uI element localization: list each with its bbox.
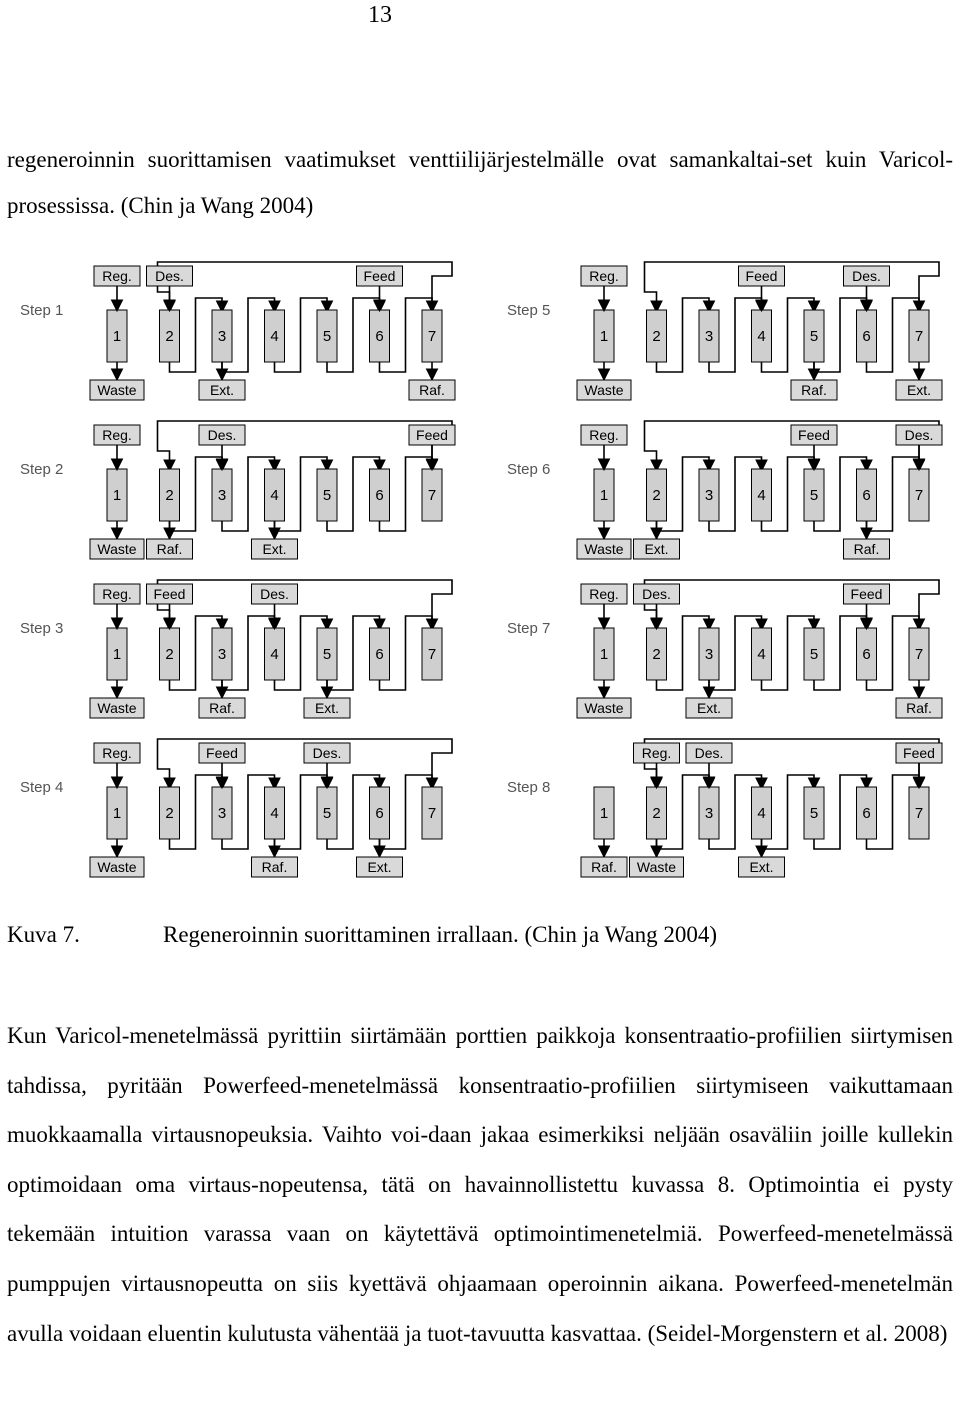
process-steps-figure — [0, 258, 960, 888]
column-number: 6 — [862, 328, 871, 345]
column-number: 1 — [599, 328, 609, 345]
recycle-line — [158, 580, 453, 628]
column-number: 2 — [165, 487, 174, 504]
inlet-port-label: Feed — [206, 745, 238, 761]
column-number: 5 — [809, 328, 819, 345]
inlet-port-label: Reg. — [641, 745, 672, 761]
column-number: 6 — [375, 328, 384, 345]
outlet-port-label: Raf. — [209, 700, 235, 716]
inlet-port-label: Feed — [363, 268, 396, 284]
column-number: 2 — [652, 487, 661, 504]
column-number: 4 — [757, 646, 766, 663]
process-steps-diagram — [0, 258, 960, 888]
column-number: 2 — [165, 328, 174, 345]
column-number: 7 — [427, 646, 437, 663]
outlet-port-label: Ext. — [262, 541, 287, 557]
intro-paragraph: regeneroinnin suorittamisen vaatimukset venttiilijärjestelmälle ovat samankaltai-set kuin Varicol-prosessissa. (Chin ja Wang 2004) — [7, 147, 953, 218]
column-number: 3 — [704, 487, 714, 504]
inlet-port-label: Des. — [642, 586, 671, 602]
step-label: Step 3 — [20, 620, 64, 637]
outlet-port-label: Waste — [97, 700, 137, 716]
body-paragraph: Kun Varicol-menetelmässä pyrittiin siirtämään porttien paikkoja konsentraatio-profiilien siirtymisen tahdissa, pyritään Powerfeed-menetelmässä konsentraatio-profiilien siirtymiseen vaikuttamaan muokkaamalla virtausnopeuksia. Vaihto voi-daan jakaa esimerkiksi neljään osaväliin joille kullekin optimoidaan oma virtaus-nopeutensa, tätä on havainnollistettu kuvassa 8. Optimointia ei pysty tekemään intuition varassa vaan on käytettävä optimointimenetelmiä. Powerfeed-menetelmässä pumppujen virtausnopeutta on siis kyettävä ohjaamaan operoinnin aikana. Powerfeed-menetelmän avulla voidaan eluentin kulutusta vähentää ja tuot-tavuutta kasvattaa. (Seidel-Morgenstern et al. 2008) — [7, 1023, 953, 1346]
inlet-port-label: Feed — [416, 427, 448, 443]
outlet-port-label: Waste — [97, 382, 137, 398]
inlet-port-label: Reg. — [589, 427, 619, 443]
step-label: Step 8 — [507, 779, 551, 796]
outlet-port-label: Ext. — [644, 541, 669, 557]
outlet-port-label: Ext. — [367, 859, 392, 875]
column-number: 7 — [914, 805, 924, 822]
column-number: 3 — [704, 328, 714, 345]
inlet-port-label: Des. — [312, 745, 342, 761]
column-number: 5 — [322, 487, 332, 504]
recycle-line — [158, 262, 453, 310]
column-number: 3 — [217, 487, 227, 504]
figure-caption — [7, 915, 953, 955]
inlet-port-label: Feed — [153, 586, 186, 602]
column-number: 2 — [652, 328, 661, 345]
column-number: 4 — [270, 328, 279, 345]
outlet-port-label: Waste — [584, 541, 624, 557]
column-number: 5 — [322, 805, 332, 822]
caption-text: Regeneroinnin suorittaminen irrallaan. (Chin ja Wang 2004) — [163, 922, 718, 947]
outlet-port-label: Ext. — [314, 700, 340, 716]
step-label: Step 5 — [507, 302, 551, 319]
column-number: 3 — [704, 805, 714, 822]
column-number: 4 — [270, 805, 279, 822]
outlet-port-label: Waste — [97, 541, 137, 557]
column-number: 6 — [862, 805, 871, 822]
step-label: Step 7 — [507, 620, 551, 637]
column-number: 5 — [809, 487, 819, 504]
column-number: 2 — [652, 646, 661, 663]
inlet-port-label: Reg. — [102, 427, 132, 443]
column-number: 2 — [165, 805, 174, 822]
step-label: Step 4 — [20, 779, 64, 796]
inlet-port-label: Feed — [798, 427, 830, 443]
column-number: 4 — [757, 328, 766, 345]
outlet-port-label: Waste — [584, 382, 624, 398]
outlet-port-label: Raf. — [853, 541, 880, 557]
inlet-port-label: Feed — [903, 745, 935, 761]
recycle-line — [645, 580, 940, 628]
inlet-port-label: Reg. — [102, 586, 132, 602]
outlet-port-label: Waste — [97, 859, 137, 875]
column-number: 7 — [914, 487, 924, 504]
column-number: 7 — [914, 646, 924, 663]
step-label: Step 6 — [507, 461, 551, 478]
outlet-port-label: Ext. — [696, 700, 722, 716]
column-number: 4 — [270, 646, 279, 663]
outlet-port-label: Waste — [584, 700, 624, 716]
outlet-port-label: Raf. — [261, 859, 288, 875]
column-number: 6 — [375, 646, 384, 663]
outlet-port-label: Ext. — [906, 382, 932, 398]
caption-label: Kuva 7. — [7, 922, 80, 947]
column-number: 5 — [322, 646, 332, 663]
column-number: 7 — [914, 328, 924, 345]
column-number: 3 — [217, 646, 227, 663]
outlet-port-label: Raf. — [801, 382, 827, 398]
column-number: 5 — [322, 328, 332, 345]
inlet-port-label: Des. — [155, 268, 184, 284]
column-number: 1 — [599, 646, 609, 663]
column-number: 6 — [862, 646, 871, 663]
column-number: 6 — [375, 487, 384, 504]
outlet-port-label: Ext. — [749, 859, 774, 875]
column-number: 1 — [112, 328, 122, 345]
column-number: 1 — [112, 487, 122, 504]
inlet-port-label: Reg. — [589, 586, 619, 602]
column-number: 6 — [862, 487, 871, 504]
inlet-port-label: Reg. — [102, 268, 132, 284]
column-number: 2 — [652, 805, 661, 822]
column-number: 5 — [809, 805, 819, 822]
inlet-port-label: Reg. — [102, 745, 132, 761]
column-number: 1 — [599, 487, 609, 504]
outlet-port-label: Ext. — [209, 382, 235, 398]
inlet-port-label: Des. — [852, 268, 881, 284]
inlet-port-label: Reg. — [589, 268, 619, 284]
outlet-port-label: Raf. — [591, 859, 617, 875]
inlet-port-label: Des. — [207, 427, 237, 443]
column-number: 6 — [375, 805, 384, 822]
inlet-port-label: Feed — [745, 268, 778, 284]
outlet-port-label: Raf. — [419, 382, 445, 398]
column-number: 1 — [599, 805, 609, 822]
column-number: 7 — [427, 328, 437, 345]
column-number: 4 — [270, 487, 279, 504]
column-number: 3 — [217, 805, 227, 822]
column-number: 1 — [112, 646, 122, 663]
column-number: 4 — [757, 487, 766, 504]
column-number: 4 — [757, 805, 766, 822]
page-number: 13 — [368, 2, 392, 28]
column-number: 7 — [427, 487, 437, 504]
step-label: Step 1 — [20, 302, 64, 319]
recycle-line — [645, 262, 940, 310]
outlet-port-label: Raf. — [906, 700, 932, 716]
inlet-port-label: Des. — [904, 427, 934, 443]
column-number: 7 — [427, 805, 437, 822]
inlet-port-label: Feed — [850, 586, 883, 602]
inlet-port-label: Des. — [260, 586, 289, 602]
outlet-port-label: Raf. — [156, 541, 183, 557]
column-number: 5 — [809, 646, 819, 663]
step-label: Step 2 — [20, 461, 64, 478]
column-number: 3 — [217, 328, 227, 345]
outlet-port-label: Waste — [636, 859, 677, 875]
column-number: 3 — [704, 646, 714, 663]
inlet-port-label: Des. — [694, 745, 724, 761]
column-number: 1 — [112, 805, 122, 822]
column-number: 2 — [165, 646, 174, 663]
